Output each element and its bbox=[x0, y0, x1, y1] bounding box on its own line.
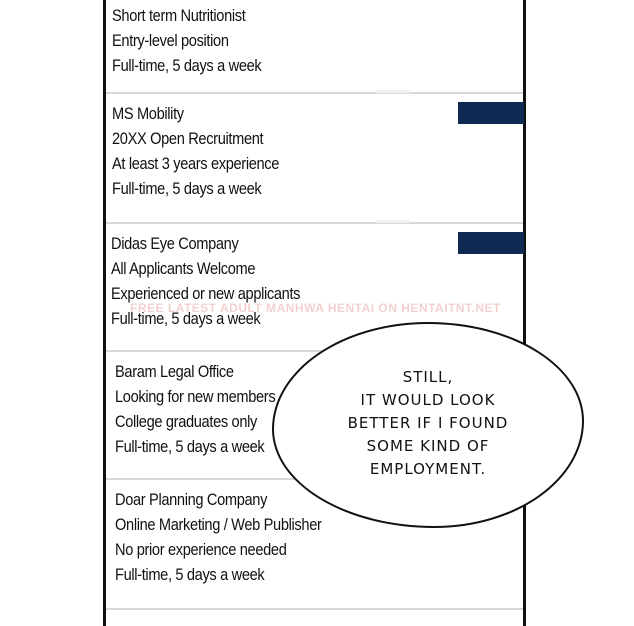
job-title: Doar Planning Company bbox=[115, 490, 268, 509]
job-schedule: Full-time, 5 days a week bbox=[112, 56, 262, 75]
job-detail: 20XX Open Recruitment bbox=[112, 129, 264, 148]
job-detail: Entry-level position bbox=[112, 31, 229, 50]
speech-line: STILL, bbox=[402, 368, 454, 386]
job-schedule: Full-time, 5 days a week bbox=[111, 309, 261, 328]
job-listing[interactable] bbox=[106, 0, 523, 94]
speech-bubble bbox=[272, 322, 584, 528]
speech-bubble-text bbox=[274, 366, 582, 481]
job-title: MS Mobility bbox=[112, 104, 184, 123]
speech-line: IT WOULD LOOK bbox=[360, 391, 496, 409]
job-detail: Looking for new members bbox=[115, 387, 276, 406]
watermark-text: FREE LATEST ADULT MANHWA HENTAI ON HENTAITNT.NET bbox=[130, 301, 501, 315]
job-detail: At least 3 years experience bbox=[112, 154, 280, 173]
job-title: Didas Eye Company bbox=[111, 234, 239, 253]
job-detail: No prior experience needed bbox=[115, 540, 287, 559]
job-title: Short term Nutritionist bbox=[112, 6, 246, 25]
speech-line: BETTER IF I FOUND bbox=[347, 414, 509, 432]
speech-line: SOME KIND OF bbox=[366, 437, 490, 455]
job-title: Baram Legal Office bbox=[115, 362, 234, 381]
apply-button[interactable] bbox=[458, 102, 524, 124]
job-detail: Online Marketing / Web Publisher bbox=[115, 515, 322, 534]
speech-line: EMPLOYMENT. bbox=[369, 460, 487, 478]
apply-button[interactable] bbox=[458, 232, 524, 254]
job-schedule: Full-time, 5 days a week bbox=[115, 437, 265, 456]
job-schedule: Full-time, 5 days a week bbox=[112, 179, 262, 198]
job-detail: College graduates only bbox=[115, 412, 257, 431]
job-detail: All Applicants Welcome bbox=[111, 259, 256, 278]
job-listing[interactable] bbox=[106, 92, 523, 224]
job-detail: Experienced or new applicants bbox=[111, 284, 301, 303]
job-schedule: Full-time, 5 days a week bbox=[115, 565, 265, 584]
